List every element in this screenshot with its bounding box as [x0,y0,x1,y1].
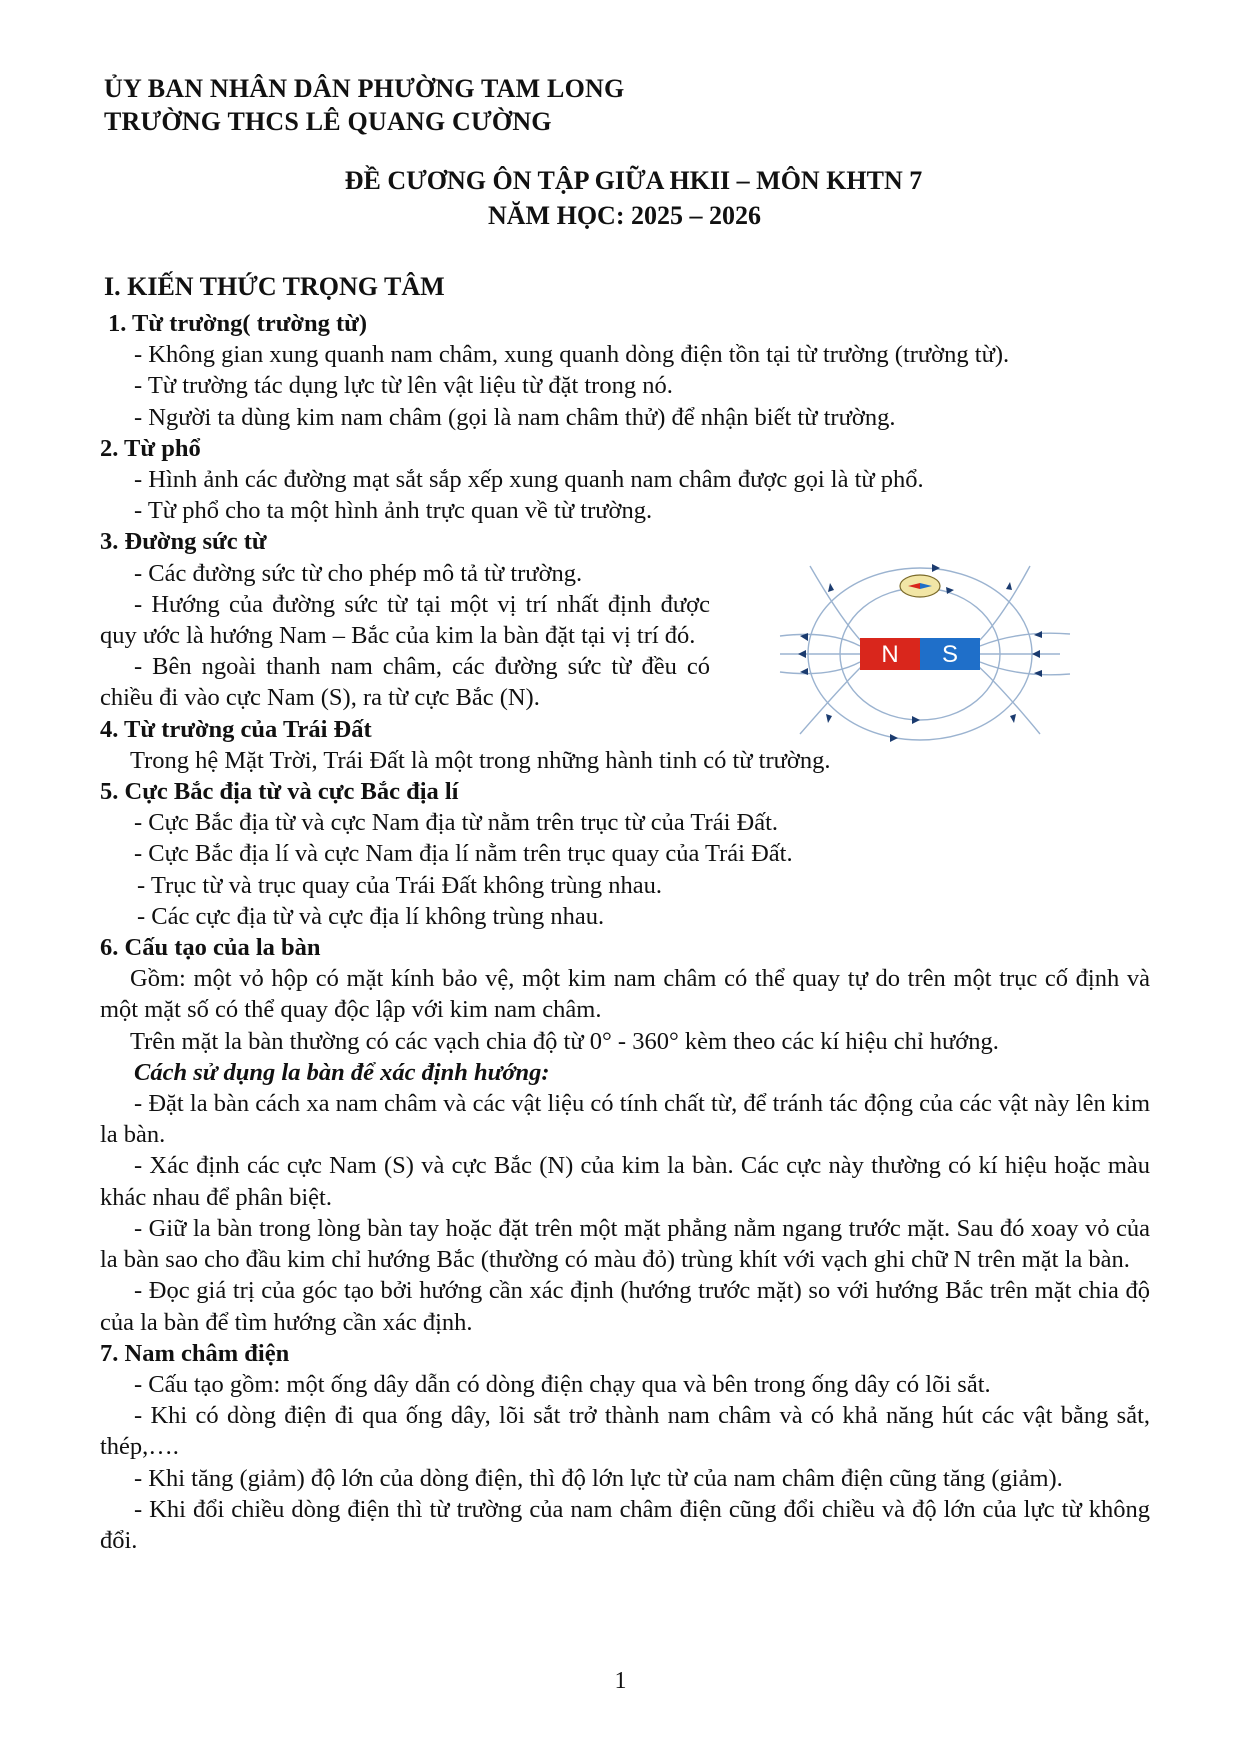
list-item: - Cực Bắc địa từ và cực Nam địa từ nằm trên trục từ của Trái Đất. [134,809,778,837]
paragraph: Trong hệ Mặt Trời, Trái Đất là một trong những hành tinh có từ trường. [130,746,831,774]
list-item: - Hướng của đường sức từ tại một vị trí nhất định được quy ước là hướng Nam – Bắc của kim la bàn đặt tại vị trí đó. [100,590,710,650]
heading-cuc-bac: 5. Cực Bắc địa từ và cực Bắc địa lí [100,778,459,806]
heading-duong-suc-tu: 3. Đường sức từ [100,528,267,556]
school-name: TRƯỜNG THCS LÊ QUANG CƯỜNG [104,107,552,136]
list-item: - Đọc giá trị của góc tạo bởi hướng cần xác định (hướng trước mặt) so với hướng Bắc trên mặt chia độ của la bàn để tìm hướng cần xác định. [100,1277,1150,1336]
org-name: ỦY BAN NHÂN DÂN PHƯỜNG TAM LONG [104,74,625,103]
list-item: - Trục từ và trục quay của Trái Đất không trùng nhau. [137,871,662,899]
pole-s-label: S [941,640,959,668]
list-item: - Khi tăng (giảm) độ lớn của dòng điện, thì độ lớn lực từ của nam châm điện cũng tăng (giảm). [134,1464,1063,1492]
section-3-text [100,558,710,714]
main-content [100,270,1150,1556]
list-item: - Các cực địa từ và cực địa lí không trùng nhau. [137,902,605,930]
school-year: NĂM HỌC: 2025 – 2026 [488,201,761,230]
section-heading: I. KIẾN THỨC TRỌNG TÂM [104,272,445,301]
paragraph: Trên mặt la bàn thường có các vạch chia độ từ 0° - 360° kèm theo các kí hiệu chỉ hướng. [130,1027,999,1055]
list-item: - Cấu tạo gồm: một ống dây dẫn có dòng điện chạy qua và bên trong ống dây có lõi sắt. [134,1370,991,1398]
compass-needle [900,575,940,597]
document-title: ĐỀ CƯƠNG ÔN TẬP GIỮA HKII – MÔN KHTN 7 [344,166,923,195]
list-item: - Khi có dòng điện đi qua ống dây, lõi sắt trở thành nam châm và có khả năng hút các vật bằng sắt, thép,…. [100,1402,1150,1461]
heading-tu-truong-trai-dat: 4. Từ trường của Trái Đất [100,715,372,743]
list-item: - Giữ la bàn trong lòng bàn tay hoặc đặt trên một mặt phẳng nằm ngang trước mặt. Sau đó xoay vỏ của la bàn sao cho đầu kim chỉ hướng Bắc (thường có màu đỏ) trùng khít với vạch ghi chữ N trên mặt la bàn. [100,1214,1150,1274]
list-item: - Các đường sức từ cho phép mô tả từ trường. [134,559,583,587]
list-item: - Khi đổi chiều dòng điện thì từ trường của nam châm điện cũng đổi chiều và độ lớn của lực từ không đổi. [100,1495,1150,1554]
page-number: 1 [614,1668,627,1694]
heading-la-ban: 6. Cấu tạo của la bàn [100,934,321,962]
list-item: - Người ta dùng kim nam châm (gọi là nam châm thử) để nhận biết từ trường. [134,403,896,431]
bar-magnet [860,638,980,670]
list-item: - Xác định các cực Nam (S) và cực Bắc (N) của kim la bàn. Các cực này thường có kí hiệu hoặc màu khác nhau để phân biệt. [100,1152,1150,1211]
magnetic-field-lines-figure [740,558,1100,748]
pole-n-label: N [881,640,899,668]
heading-tu-truong: 1. Từ trường( trường từ) [108,310,368,337]
section-3-body [100,558,1150,714]
heading-nam-cham-dien: 7. Nam châm điện [100,1339,290,1367]
usage-heading: Cách sử dụng la bàn để xác định hướng: [134,1058,550,1086]
list-item: - Cực Bắc địa lí và cực Nam địa lí nằm trên trục quay của Trái Đất. [134,840,793,868]
list-item: - Bên ngoài thanh nam châm, các đường sức từ đều có chiều đi vào cực Nam (S), ra từ cực Bắc (N). [100,653,710,712]
list-item: - Không gian xung quanh nam châm, xung quanh dòng điện tồn tại từ trường (trường từ). [134,341,1010,369]
paragraph: Gồm: một vỏ hộp có mặt kính bảo vệ, một kim nam châm có thể quay tự do trên một trục cố định và một mặt số có thể quay độc lập với kim nam châm. [100,965,1150,1024]
list-item: - Hình ảnh các đường mạt sắt sắp xếp xung quanh nam châm được gọi là từ phổ. [134,466,924,494]
heading-tu-pho: 2. Từ phổ [100,434,201,462]
list-item: - Đặt la bàn cách xa nam châm và các vật liệu có tính chất từ, để tránh tác động của các vật này lên kim la bàn. [100,1090,1150,1149]
list-item: - Từ trường tác dụng lực từ lên vật liệu từ đặt trong nó. [134,372,673,400]
list-item: - Từ phổ cho ta một hình ảnh trực quan về từ trường. [134,497,653,525]
